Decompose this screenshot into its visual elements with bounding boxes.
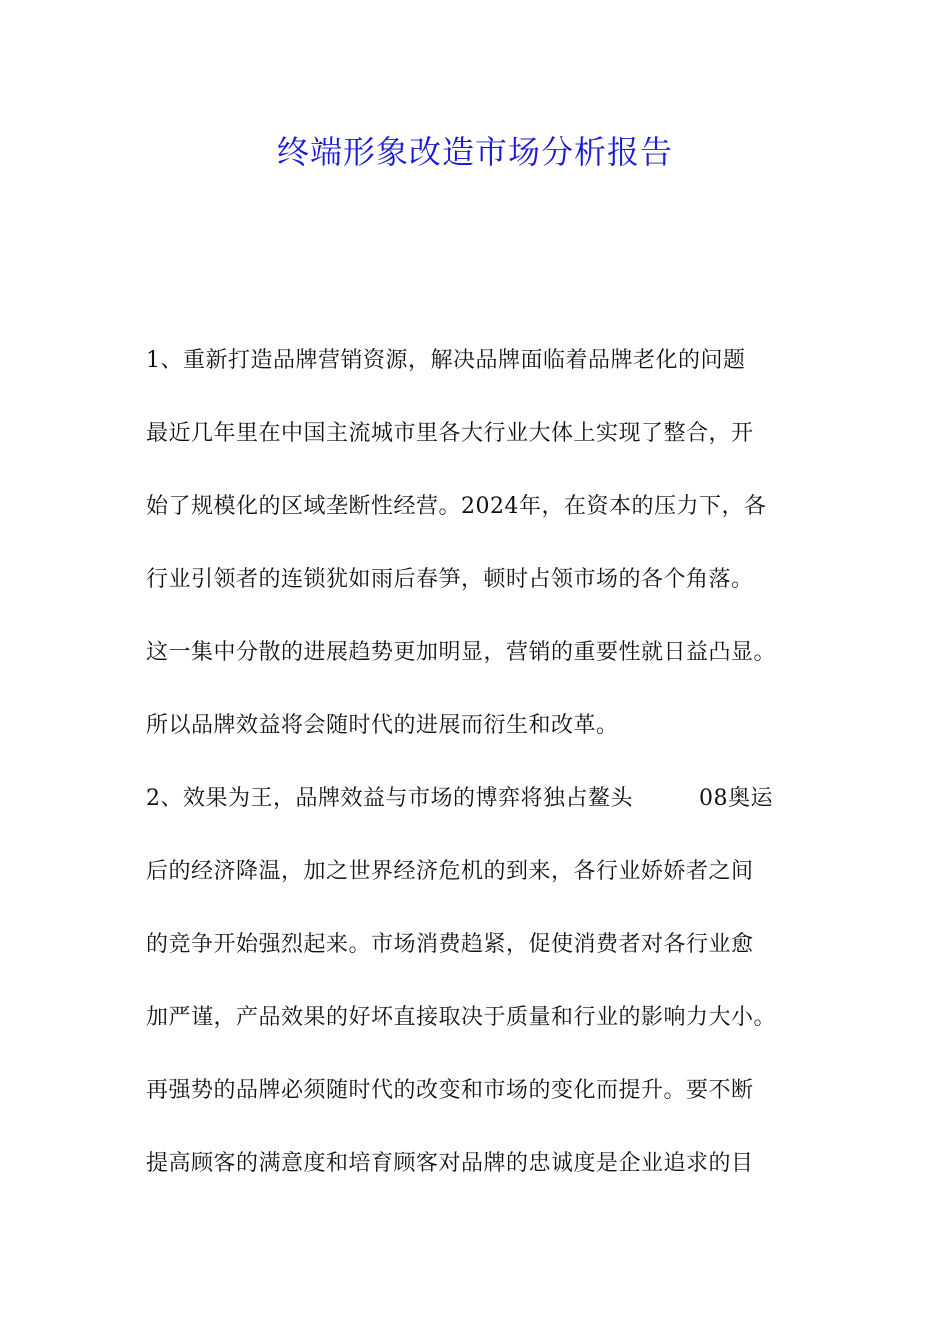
text-line-7 bbox=[146, 776, 816, 849]
text-line-4: 行业引领者的连锁犹如雨后春笋，顿时占领市场的各个角落。 bbox=[146, 567, 754, 592]
text-line-10: 加严谨，产品效果的好坏直接取决于质量和行业的影响力大小。 bbox=[146, 1005, 777, 1030]
text-line-1: 1、重新打造品牌营销资源，解决品牌面临着品牌老化的问题 bbox=[146, 348, 746, 373]
page-title: 终端形象改造市场分析报告 bbox=[276, 133, 673, 171]
text-line-7-tail: 08奥运 bbox=[699, 786, 773, 811]
text-line-12: 提高顾客的满意度和培育顾客对品牌的忠诚度是企业追求的目 bbox=[146, 1151, 754, 1176]
text-line-8: 后的经济降温，加之世界经济危机的到来，各行业娇娇者之间 bbox=[146, 859, 754, 884]
text-line-9: 的竞争开始强烈起来。市场消费趋紧，促使消费者对各行业愈 bbox=[146, 932, 754, 957]
body-text bbox=[146, 338, 816, 1214]
text-line-2: 最近几年里在中国主流城市里各大行业大体上实现了整合，开 bbox=[146, 421, 754, 446]
text-line-6: 所以品牌效益将会随时代的进展而衍生和改革。 bbox=[146, 713, 619, 738]
text-line-3: 始了规模化的区域垄断性经营。2024年，在资本的压力下，各 bbox=[146, 494, 767, 519]
text-line-7-main: 2、效果为王，品牌效益与市场的博弈将独占鳌头 bbox=[146, 786, 633, 811]
text-line-11: 再强势的品牌必须随时代的改变和市场的变化而提升。要不断 bbox=[146, 1078, 754, 1103]
text-line-5: 这一集中分散的进展趋势更加明显，营销的重要性就日益凸显。 bbox=[146, 640, 777, 665]
